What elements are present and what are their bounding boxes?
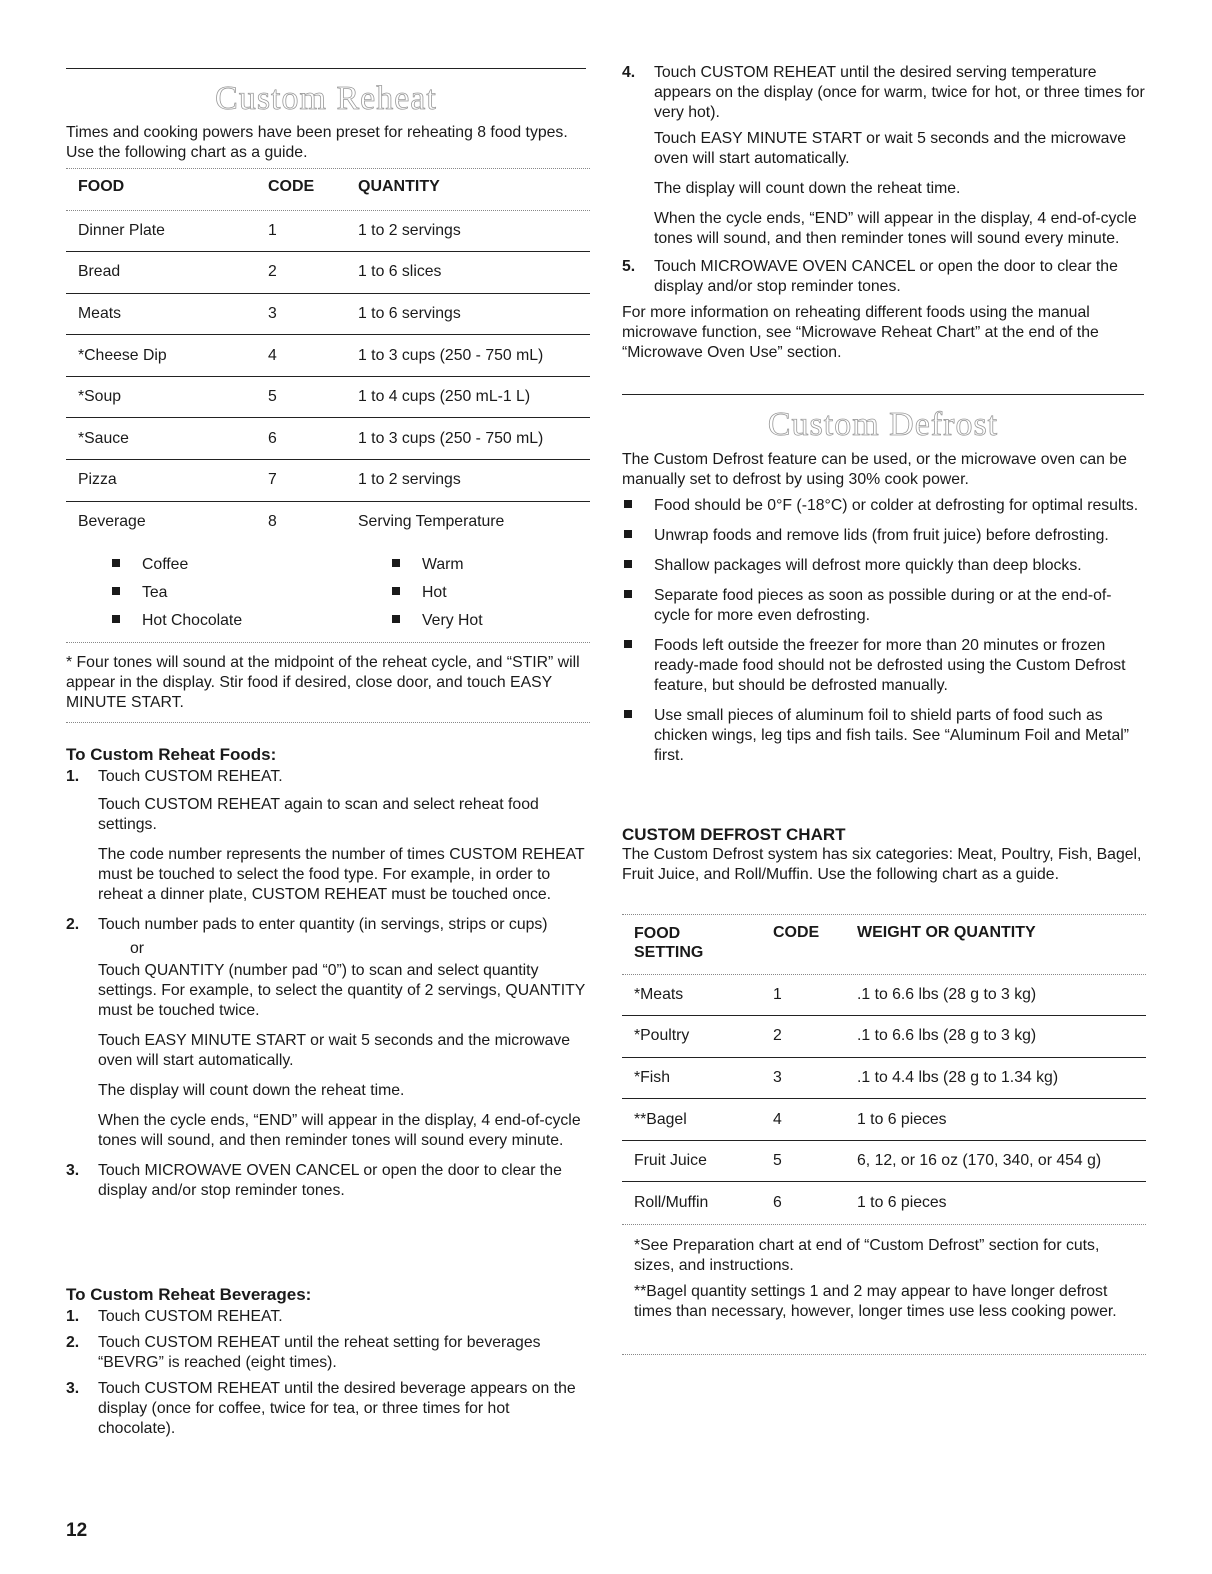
cell-code: 5 — [268, 376, 358, 418]
col-header-food: FOOD — [78, 178, 125, 195]
reheat-intro: Times and cooking powers have been preset for reheating 8 food types. Use the following chart as a guide. — [66, 124, 568, 161]
reheat-footnote: * Four tones will sound at the midpoint of the reheat cycle, and “STIR” will appear in the display. Stir food if desired, close door, and touch EASY MINUTE START. — [66, 654, 580, 711]
cell-qty: 1 to 6 slices — [358, 252, 590, 294]
cell-qty: 1 to 4 cups (250 mL-1 L) — [358, 376, 590, 418]
step-detail: The display will count down the reheat time. — [654, 180, 961, 197]
cell-code: 2 — [268, 252, 358, 294]
cell-food: *Cheese Dip — [66, 335, 268, 377]
table-row — [66, 252, 590, 294]
bullet-icon — [622, 706, 654, 766]
step-number: 3. — [66, 1162, 80, 1179]
reheat-table — [66, 178, 590, 202]
bullet-icon — [390, 583, 422, 611]
bullet-icon — [390, 555, 422, 583]
step-number: 1. — [66, 1308, 80, 1325]
step-text: Touch CUSTOM REHEAT. — [98, 768, 283, 785]
cell-code: 6 — [773, 1194, 782, 1212]
table-row — [66, 501, 590, 543]
step-detail: The display will count down the reheat time. — [98, 1082, 405, 1099]
bullet-icon — [110, 611, 142, 639]
bev-step-3 — [66, 1379, 590, 1439]
table-row — [622, 1016, 1146, 1058]
cell-qty: Serving Temperature — [358, 513, 505, 531]
top-rule — [66, 68, 586, 69]
cell-food: Dinner Plate — [66, 210, 268, 252]
header-line: FOOD — [634, 925, 681, 942]
bullet-text: Foods left outside the freezer for more than 20 minutes or frozen ready-made food should not be defrosted using the Custom Defrost feature, but should be defrosted manually. — [654, 637, 1126, 694]
cell-food: Beverage — [78, 513, 146, 531]
list-item — [622, 636, 1146, 696]
bev-step-2 — [66, 1333, 590, 1373]
col-header-code: CODE — [268, 178, 315, 195]
beverage-options — [66, 555, 590, 639]
bullet-text: Unwrap foods and remove lids (from fruit juice) before defrosting. — [654, 527, 1109, 544]
more-info: For more information on reheating different foods using the manual microwave function, see “Microwave Reheat Chart” at the end of the “Microwave Oven Use” section. — [622, 304, 1099, 361]
bev-step-4 — [622, 63, 1146, 123]
cell-code: 4 — [268, 335, 358, 377]
step-detail: The code number represents the number of times CUSTOM REHEAT must be touched to select the food type. For example, in order to reheat a dinner plate, CUSTOM REHEAT must be touched once. — [98, 846, 585, 903]
divider — [622, 1354, 1146, 1355]
table-row — [622, 1057, 1146, 1099]
bev-step-1 — [66, 1307, 590, 1327]
table-row — [66, 293, 590, 335]
cell-code: 5 — [773, 1140, 857, 1182]
bullet-icon — [622, 556, 654, 576]
cell-qty: .1 to 4.4 lbs (28 g to 1.34 kg) — [857, 1057, 1146, 1099]
divider — [622, 914, 1146, 915]
cell-food: Meats — [66, 293, 268, 335]
cell-qty: 6, 12, or 16 oz (170, 340, or 454 g) — [857, 1140, 1146, 1182]
note-2: **Bagel quantity settings 1 and 2 may appear to have longer defrost times than necessary, however, longer times use less cooking power. — [634, 1283, 1117, 1320]
cell-qty: 1 to 2 servings — [358, 210, 590, 252]
col-header-quantity: QUANTITY — [358, 178, 440, 195]
step-number: 3. — [66, 1380, 80, 1397]
list-item — [622, 586, 1146, 626]
cell-code: 1 — [268, 210, 358, 252]
step-number: 5. — [622, 258, 636, 275]
table-row — [622, 1099, 1146, 1141]
list-item — [110, 555, 390, 583]
bullet-text: Food should be 0°F (-18°C) or colder at defrosting for optimal results. — [654, 497, 1139, 514]
reheat-rows — [66, 210, 590, 543]
section-rule — [622, 394, 1144, 395]
defrost-chart-section — [622, 824, 1146, 885]
step-3 — [66, 1161, 590, 1201]
chart-intro: The Custom Defrost system has six categories: Meat, Poultry, Fish, Bagel, Fruit Juice, and Roll/Muffin. Use the following chart as a guide. — [622, 846, 1142, 883]
bullet-text: Shallow packages will defrost more quickly than deep blocks. — [654, 557, 1082, 574]
step-detail: When the cycle ends, “END” will appear in the display, 4 end-of-cycle tones will sound, and then reminder tones will sound every minute. — [654, 210, 1137, 247]
cell-food: Bread — [66, 252, 268, 294]
bullet-icon — [110, 555, 142, 583]
cell-code: 2 — [773, 1016, 857, 1058]
bullet-icon — [622, 636, 654, 696]
cell-qty: 1 to 2 servings — [358, 460, 590, 502]
cell-code: 1 — [773, 974, 857, 1016]
bullet-icon — [622, 496, 654, 516]
cell-food: **Bagel — [622, 1099, 773, 1141]
table-row — [66, 335, 590, 377]
step-detail: Touch EASY MINUTE START or wait 5 seconds and the microwave oven will start automatically. — [98, 1032, 571, 1069]
bev-step-5 — [622, 257, 1146, 297]
reheat-title: Custom Reheat — [215, 80, 437, 117]
table-row — [66, 376, 590, 418]
step-number: 4. — [622, 64, 636, 81]
beverage-item: Tea — [142, 584, 168, 601]
cell-food: *Sauce — [66, 418, 268, 460]
cell-qty: .1 to 6.6 lbs (28 g to 3 kg) — [857, 1016, 1146, 1058]
cell-qty: 1 to 6 pieces — [857, 1194, 947, 1212]
col-header-food-setting — [622, 924, 773, 962]
cell-qty: 1 to 3 cups (250 - 750 mL) — [358, 335, 590, 377]
step-2 — [66, 915, 590, 935]
divider — [66, 722, 590, 723]
cell-code: 3 — [268, 293, 358, 335]
defrost-bullets — [622, 496, 1146, 776]
beverages-heading: To Custom Reheat Beverages: — [66, 1285, 312, 1304]
cell-code: 6 — [268, 418, 358, 460]
step-detail: When the cycle ends, “END” will appear in the display, 4 end-of-cycle tones will sound, and then reminder tones will sound every minute. — [98, 1112, 581, 1149]
cell-food: *Meats — [622, 974, 773, 1016]
note-1: *See Preparation chart at end of “Custom Defrost” section for cuts, sizes, and instructions. — [634, 1237, 1100, 1274]
list-item — [622, 556, 1146, 576]
defrost-intro: The Custom Defrost feature can be used, or the microwave oven can be manually set to defrost by using 30% cook power. — [622, 451, 1127, 488]
step-detail: Touch QUANTITY (number pad “0”) to scan and select quantity settings. For example, to select the quantity of 2 servings, QUANTITY must be touched twice. — [98, 962, 585, 1019]
bullet-icon — [390, 611, 422, 639]
table-row — [66, 460, 590, 502]
temperature-item: Hot — [422, 584, 447, 601]
cell-food: *Poultry — [622, 1016, 773, 1058]
table-row — [622, 1182, 1146, 1224]
defrost-notes — [622, 1236, 1134, 1322]
defrost-table-header — [622, 924, 1146, 962]
step-detail: Touch EASY MINUTE START or wait 5 seconds and the microwave oven will start automatically. — [654, 130, 1127, 167]
list-item — [110, 583, 390, 611]
list-item — [110, 611, 390, 639]
list-item — [622, 706, 1146, 766]
cell-food: Fruit Juice — [622, 1140, 773, 1182]
cell-code: 7 — [268, 460, 358, 502]
beverage-item: Coffee — [142, 556, 189, 573]
beverage-item: Hot Chocolate — [142, 612, 243, 629]
step-number: 2. — [66, 1334, 80, 1351]
divider — [66, 168, 590, 169]
step-text: Touch MICROWAVE OVEN CANCEL or open the door to clear the display and/or stop reminder tones. — [654, 258, 1118, 295]
or-label: or — [130, 940, 145, 957]
bullet-text: Use small pieces of aluminum foil to shield parts of food such as chicken wings, leg tips and fish tails. See “Aluminum Foil and Metal” first. — [654, 707, 1129, 764]
table-row — [66, 210, 590, 252]
table-row — [622, 1140, 1146, 1182]
cell-qty: 1 to 6 servings — [358, 293, 590, 335]
reheat-beverages-continued — [622, 63, 1146, 363]
cell-food: Pizza — [66, 460, 268, 502]
list-item — [390, 583, 483, 611]
bullet-icon — [110, 583, 142, 611]
cell-qty: .1 to 6.6 lbs (28 g to 3 kg) — [857, 974, 1146, 1016]
defrost-rows — [622, 974, 1146, 1224]
list-item — [622, 496, 1146, 516]
cell-code: 8 — [268, 513, 277, 531]
reheat-beverages-section — [66, 1284, 590, 1439]
temperature-item: Very Hot — [422, 612, 483, 629]
list-item — [390, 555, 483, 583]
col-header-weight: WEIGHT OR QUANTITY — [857, 924, 1036, 941]
col-header-code: CODE — [773, 924, 820, 941]
divider — [622, 1224, 1146, 1225]
temperature-list — [390, 555, 483, 639]
table-row — [622, 974, 1146, 1016]
cell-code: 3 — [773, 1057, 857, 1099]
bullet-icon — [622, 586, 654, 626]
list-item — [390, 611, 483, 639]
step-text: Touch number pads to enter quantity (in servings, strips or cups) — [98, 916, 548, 933]
cell-qty: 1 to 6 pieces — [857, 1099, 1146, 1141]
step-text: Touch CUSTOM REHEAT until the desired beverage appears on the display (once for coffee, twice for tea, or three times for hot chocolate). — [98, 1380, 576, 1437]
cell-food: *Fish — [622, 1057, 773, 1099]
cell-food: *Soup — [66, 376, 268, 418]
step-text: Touch CUSTOM REHEAT. — [98, 1308, 283, 1325]
step-1 — [66, 767, 590, 787]
step-text: Touch MICROWAVE OVEN CANCEL or open the door to clear the display and/or stop reminder tones. — [98, 1162, 562, 1199]
beverage-list — [66, 555, 390, 639]
cell-food: Roll/Muffin — [634, 1194, 709, 1212]
bullet-text: Separate food pieces as soon as possible during or at the end-of-cycle for more even defrosting. — [654, 587, 1112, 624]
step-detail: Touch CUSTOM REHEAT again to scan and select reheat food settings. — [98, 796, 539, 833]
cell-qty: 1 to 3 cups (250 - 750 mL) — [358, 418, 590, 460]
temperature-item: Warm — [422, 556, 464, 573]
divider — [66, 642, 590, 643]
table-row — [66, 418, 590, 460]
step-number: 2. — [66, 916, 80, 933]
chart-heading: CUSTOM DEFROST CHART — [622, 825, 846, 844]
step-text: Touch CUSTOM REHEAT until the reheat setting for beverages “BEVRG” is reached (eight times). — [98, 1334, 541, 1371]
list-item — [622, 526, 1146, 546]
step-text: Touch CUSTOM REHEAT until the desired serving temperature appears on the display (once for warm, twice for hot, or three times for very hot). — [654, 64, 1145, 121]
foods-heading: To Custom Reheat Foods: — [66, 745, 277, 764]
cell-code: 4 — [773, 1099, 857, 1141]
header-line: SETTING — [634, 944, 704, 961]
page-number: 12 — [66, 1520, 88, 1541]
reheat-foods-section — [66, 744, 590, 1201]
step-number: 1. — [66, 768, 80, 785]
bullet-icon — [622, 526, 654, 546]
defrost-title: Custom Defrost — [767, 406, 999, 443]
